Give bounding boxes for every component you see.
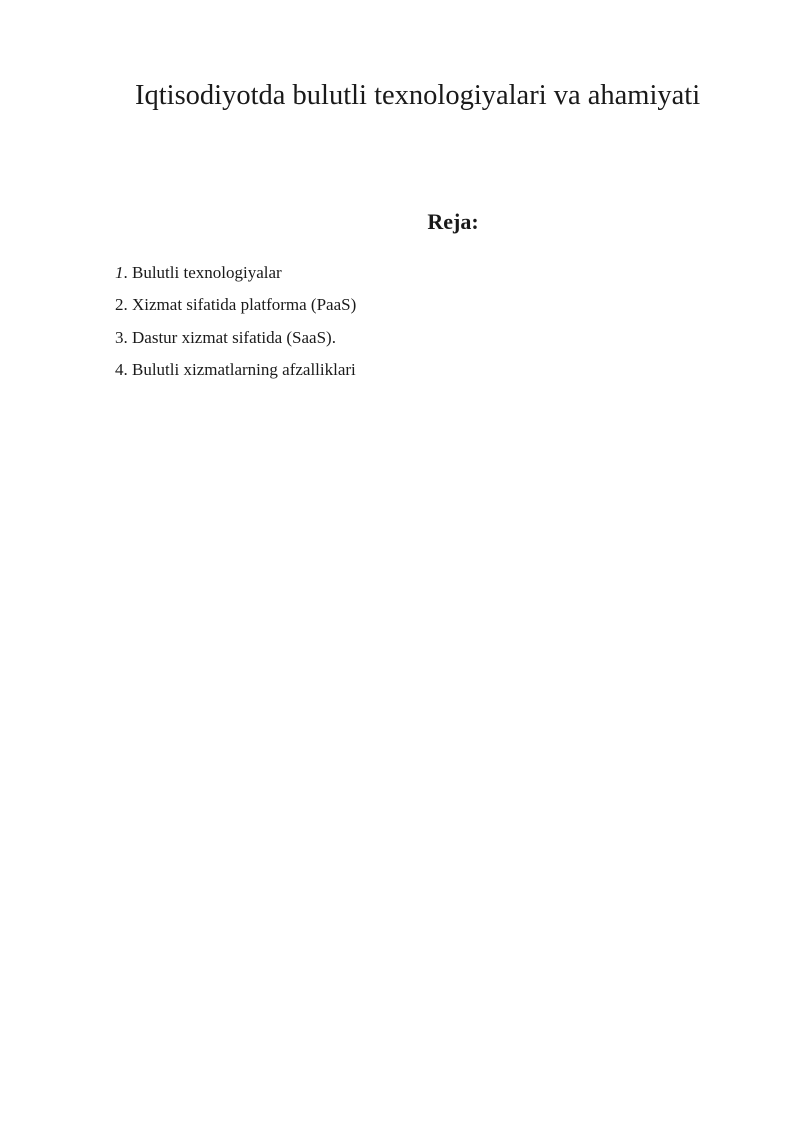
plan-item-text: . Bulutli xizmatlarning afzalliklari — [123, 359, 356, 379]
plan-item-text: . Bulutli texnologiyalar — [123, 263, 282, 282]
plan-item-text: . Xizmat sifatida platforma (PaaS) — [123, 295, 357, 315]
plan-item — [115, 359, 356, 391]
plan-list — [115, 262, 356, 391]
document-title: Iqtisodiyotda bulutli texnologiyalari va ahamiyati — [135, 80, 701, 111]
plan-item-number: 2 — [115, 295, 124, 315]
plan-item-number: 1 — [115, 263, 124, 282]
plan-item — [115, 327, 356, 359]
plan-item-number: 4 — [115, 359, 124, 379]
plan-item-text: . Dastur xizmat sifatida (SaaS). — [123, 327, 336, 347]
plan-item-number: 3 — [115, 327, 124, 347]
plan-item — [115, 294, 356, 326]
plan-heading: Reja: — [427, 209, 479, 234]
plan-item — [115, 262, 356, 294]
